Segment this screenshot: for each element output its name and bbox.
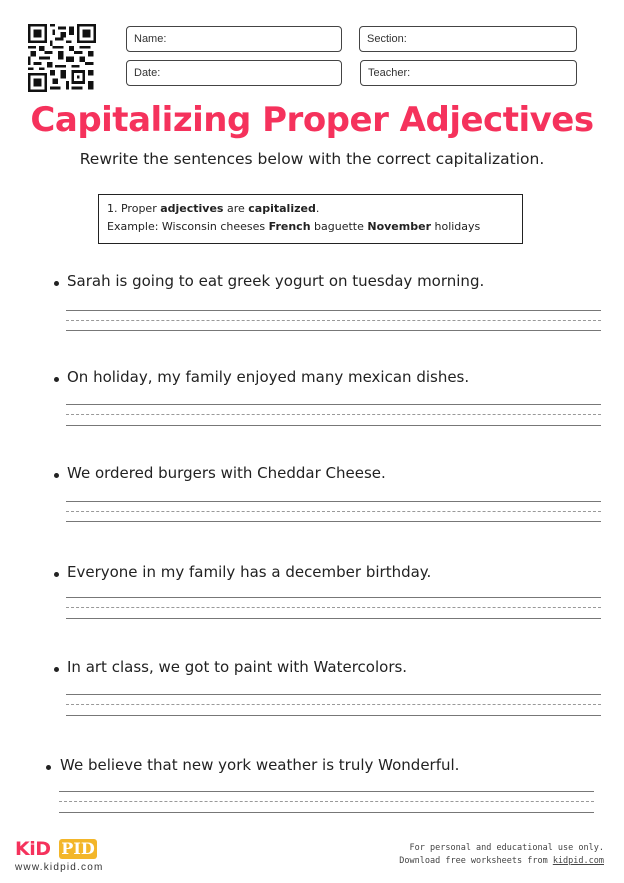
rule-line-2 [107,218,514,236]
answer-line-bottom [59,812,594,813]
answer-line-bottom [66,715,601,716]
answer-line-bottom [66,521,601,522]
teacher-field[interactable] [360,60,577,86]
kidpid-link[interactable]: kidpid.com [552,856,604,866]
rule-line-1 [107,200,514,218]
instructions: Rewrite the sentences below with the correct capitalization. [79,150,545,168]
section-label: Section: [367,33,407,45]
question-text: In art class, we got to paint with Watercolors. [67,658,408,676]
answer-line-mid [66,511,601,512]
date-field[interactable] [126,60,342,86]
answer-line-mid [66,704,601,705]
rule-text: are [223,202,249,215]
example-emphasis: November [367,220,431,233]
name-field[interactable] [126,26,342,52]
rule-text: 1. Proper [107,202,161,215]
answer-line-top[interactable] [66,597,601,598]
bullet-icon [54,473,59,478]
date-label: Date: [134,67,161,79]
answer-line-top[interactable] [66,404,601,405]
answer-line-top[interactable] [66,501,601,502]
bullet-icon [54,667,59,672]
answer-line-top[interactable] [59,791,594,792]
bullet-icon [54,377,59,382]
question-text: Sarah is going to eat greek yogurt on tuesday morning. [67,272,485,290]
answer-line-mid [66,414,601,415]
question-text: On holiday, my family enjoyed many mexican dishes. [67,368,470,386]
bullet-icon [54,572,59,577]
rule-emphasis: capitalized [248,202,316,215]
answer-line-bottom [66,425,601,426]
name-label: Name: [134,33,167,45]
bullet-icon [46,765,51,770]
answer-line-bottom [66,330,601,331]
example-text: holidays [431,220,481,233]
answer-line-top[interactable] [66,694,601,695]
answer-line-mid [59,801,594,802]
usage-note: For personal and educational use only. [409,843,604,853]
teacher-label: Teacher: [368,67,411,79]
bullet-icon [54,281,59,286]
rule-emphasis: adjectives [160,202,224,215]
qr-code-icon [27,24,97,92]
section-field[interactable] [359,26,577,52]
rule-text: . [315,202,320,215]
download-text: Download free worksheets from [399,856,553,866]
page-title: Capitalizing Proper Adjectives [30,100,594,140]
answer-line-mid [66,320,601,321]
answer-line-top[interactable] [66,310,601,311]
download-note [399,855,604,868]
logo-url: www.kidpid.com [15,862,104,873]
answer-line-mid [66,607,601,608]
question-text: We believe that new york weather is truly Wonderful. [60,756,460,774]
question-text: We ordered burgers with Cheddar Cheese. [67,464,386,482]
example-text: baguette [310,220,368,233]
rule-box [98,194,523,244]
example-text: Example: Wisconsin cheeses [107,220,269,233]
answer-line-bottom [66,618,601,619]
logo-kid-text: KiD [15,838,51,860]
question-text: Everyone in my family has a december birthday. [67,563,432,581]
logo-pid-badge: PID [59,839,97,859]
footer-note [399,842,604,868]
example-emphasis: French [268,220,311,233]
